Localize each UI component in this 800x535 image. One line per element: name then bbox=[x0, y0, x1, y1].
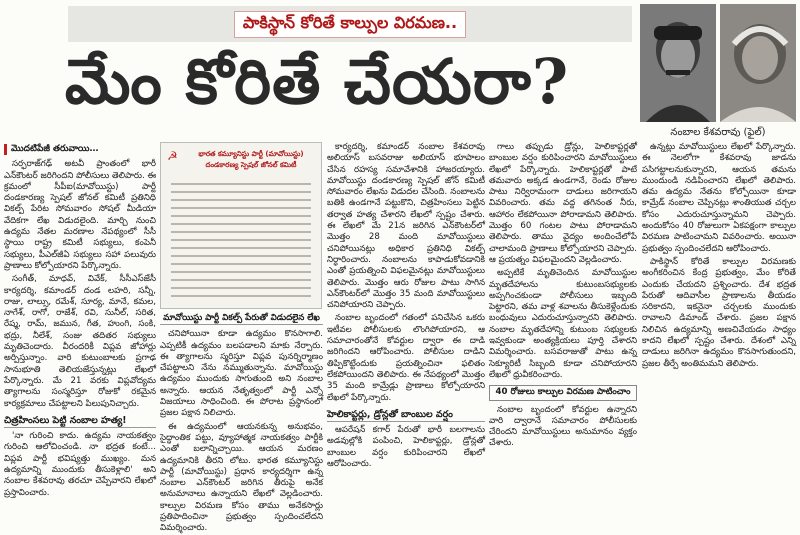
article-column-5 bbox=[642, 142, 796, 487]
paragraph: అప్పటికే మృతిచెందిన మావోయిస్టుల మృతదేహాలను కుటుంబసభ్యులకు అప్పగించకుండా పోలీసులు ఇబ్బంది పెట్టారని, తమ వాళ్ల శవాలను తీసుకెళ్లేందుకు బంధువులు ఎదురుచూస్తున్నారని తెలిపారు. నంబాల మృతదేహాన్ని కుటుంబ సభ్యులకు ఇవ్వకుండా అంత్యక్రియలు పూర్తి చేశారని విమర్శించారు. బసవరాజుతో పాటు ఉన్న సెక్యూరిటీ సిబ్బంది కూడా చనిపోయారని లేఖలో ధ్రువీకరించారు. bbox=[489, 268, 637, 380]
letter-caption: మావోయిస్టు పార్టీ వికల్ప్ పేరుతో విడుదలైన లేఖ bbox=[160, 313, 323, 325]
paragraph: ఉన్నట్లు మావోయిస్టులు లేఖలో పేర్కొన్నారు. ఈ నెలలోగా కేశవరావు జాడను పసిగట్టాలనుకున్నారని, ఆయన తమను ముందుండి నడిపించారని లేఖలో తెలిపారు. తమ ఉద్యమ నేతను కోల్పోయినా కూడా కామ్రేడ్ నంబాల చెప్పినట్లు శాంతియుత చర్చల కోసం ఎదురుచూస్తున్నామని చెప్పారు. అందుకోసం 40 రోజులుగా ఏకపక్షంగా కాల్పుల విరమణ పాటించామని వివరించారు. అయినా ప్రభుత్వం స్పందించలేదని ఆరోపించారు. bbox=[642, 142, 796, 254]
paragraph: చనిపోయినా కూడా ఉద్యమం కొనసాగాలి. ఎప్పటికీ ఉద్యమం బలపడాలని మాకు నేర్పారు. ఈ త్యాగాలను స్మరిస్తూ విప్లవ పునర్నిర్మాణం చేపట్టాలని నేను నమ్ముతున్నాను. మావోయిస్టు ఉద్యమం ముందుకు సాగుతుంది అని నంబాల అన్నారు. ఆయన నేతృత్వంలో పార్టీ ఎన్నో విజయాలు సాధించింది. ఈ పోరాట ప్రస్థానంలో ప్రజల పక్షాన నిలిచారు. bbox=[160, 329, 323, 419]
kicker-text: పాకిస్థాన్ కోరితే కాల్పుల విరమణ.. bbox=[234, 11, 466, 38]
article-column-1 bbox=[4, 142, 156, 498]
kicker-banner bbox=[68, 6, 632, 42]
paragraph: పాకిస్థాన్ కోరితే కాల్పుల విరమణకు అంగీకరించిన కేంద్ర ప్రభుత్వం, మేం కోరితే ఎందుకు చేయదని ప్రశ్నించారు. దేశ భద్రత పేరుతో ఆదివాసీల ప్రాణాలను తీయడం సరికాదని, ఇకనైనా చర్చలకు ముందుకు రావాలని డిమాండ్ చేశారు. ప్రజల పక్షాన నిలిచిన ఉద్యమాన్ని అణచివేయడం సాధ్యం కాదని లేఖలో స్పష్టం చేశారు. దేశంలో ఎన్ని దాడులు జరిగినా ఉద్యమం కొనసాగుతుందని, ప్రజల తీర్పే అంతిమమని తెలిపారు. bbox=[642, 256, 796, 369]
main-headline: మేం కోరితే చేయరా? bbox=[64, 45, 570, 118]
paragraph: నంబాల బృందంలో కోవర్టుల ఉన్నారని వారి ద్వారానే సమాచారం పోలీసులకు చేరిందని మావోయిస్టులు అనుమానం వ్యక్తం చేశారు. bbox=[489, 404, 637, 449]
hammer-sickle-icon: ☭ bbox=[167, 149, 178, 163]
paragraph: సంగీత్, మాధవ్, వివేక్, సీసీఎస్‌జేసీ కార్యదర్శి, కమాండర్ దండ లహరి, సన్నీ, రాజు, లాల్సు, రమేశ్, సూర్య, మానే, కమల, నాగేశ్, రాగో, రాజేశ్, రవి, సునీల్, సరిత, రేష్మ, రామ్, జమున, గీత, హుంగి, సంకి, భద్రు, నీలేశ్, సంజు తదితర సభ్యులు మృతిచెందారు. వీరందరికీ విప్లవ జోహార్లు అర్పిస్తున్నాం. వారి కుటుంబాలకు ప్రగాఢ సానుభూతి తెలియజేస్తున్నట్లు లేఖలో పేర్కొన్నారు. మే 21 వరకు విప్లవోద్యమ త్యాగాలను సంస్మరిస్తూ రోజుకో రకమైన కార్యక్రమాలు చేపట్టాలని పిలుపునిచ్చారు. bbox=[4, 274, 156, 409]
portrait-photo-deceased bbox=[720, 4, 796, 122]
letter-party-name: భారత కమ్యూనిస్టు పార్టీ (మావోయిస్టు) bbox=[198, 150, 304, 158]
paragraph: కార్యదర్శి, కమాండర్ నంబాల కేశవరావు అలియాస్ బసవరాజు అలియాస్ భూపాలం చేసిన రహస్య సమావేశానికి హాజరయ్యారు. మావోయిస్టు దండకారణ్య స్పెషల్ జోన్ కమిటీ సోమవారం లేఖను విడుదల చేసింది. నంబాలను బతికి ఉండగానే పట్టుకొని, చిత్రహింసలు పెట్టిన తర్వాత హత్య చేశారని లేఖలో స్పష్టం చేశారు. ఈ లేఖలో మే 21న జరిగిన ఎన్‌కౌంటర్‌లో మొత్తం 28 మంది మావోయిస్టులు చనిపోయినట్లు అధికార ప్రతినిధి వికల్ప్ నిర్ధారించారు. నంబాలను కాపాడుకోవడానికి ఎంతో ప్రయత్నించి విఫలమైనట్లు మావోయిస్టులు తెలిపారు. మొత్తం ఆరు రోజుల పాటు సాగిన ఎన్‌కౌంటర్‌లో మొత్తం 35 మంది మావోయిస్టులు చనిపోయారని చెప్పారు. bbox=[327, 142, 485, 311]
subheading: చిత్రహింసలు పెట్టి నంబాల హత్య! bbox=[4, 415, 156, 428]
article-column-4 bbox=[489, 142, 637, 487]
photo-caption: నంబాల కేశవరావు (ఫైల్) bbox=[670, 127, 766, 138]
subheading: హెలికాప్టర్లు, డ్రోన్లతో బాంబుల వర్షం bbox=[327, 409, 485, 422]
photo-strip bbox=[640, 4, 796, 130]
letter-subtitle: దండకారణ్య స్పెషల్ జోనల్ కమిటీ bbox=[205, 161, 297, 170]
letter-image bbox=[160, 142, 322, 309]
letter-text-lines bbox=[171, 183, 311, 303]
paragraph: సర్ఫరాజ్‌గఢ్ అటవీ ప్రాంతంలో భారీ ఎన్‌కౌంటర్ జరిగిందని పోలీసులు తెలిపారు. ఈ క్రమంలో సీపీఐ(మావోయిస్టు) పార్టీ దండకారణ్య స్పెషల్ జోనల్ కమిటీ ప్రతినిధి వికల్ప్ పేరిట సోమవారం సోషల్ మీడియా వేదికగా లేఖ విడుదలైంది. మార్చి నుంచి ఉద్యమ నేతల మరణాల నేపథ్యంలో సీసీ స్థాయి రాష్ట్ర కమిటీ సభ్యులు, కంపెనీ సభ్యులు, పీఎల్‌జీఏ సభ్యులు సహా పలువురు ప్రాణాలు కోల్పోయారని పేర్కొన్నారు. bbox=[4, 159, 156, 271]
continuation-label: మొదటిపేజీ తరువాయి… bbox=[4, 144, 156, 155]
boxed-subheading: 40 రోజులు కాల్పుల విరమణ పాటించాం bbox=[489, 385, 637, 400]
paragraph: ఈ ఉద్యమంలో ఆయనకున్న అనుభవం, సైద్ధాంతిక పట్టు, వ్యూహాత్మక నాయకత్వం పార్టీకి ఎంతో బలాన్నిచ్చాయి. ఆయన మరణం ఉద్యమానికి తీరని లోటు. భారత కమ్యూనిస్టు పార్టీ (మావోయిస్టు) ప్రధాన కార్యదర్శిగా ఉన్న నంబాల ఎన్‌కౌంటర్ జరిగిన తీరుపై అనేక అనుమానాలు ఉన్నాయని లేఖలో వెల్లడించారు. కాల్పుల విరమణ కోసం తాము అనేకసార్లు ప్రతిపాదించినా ప్రభుత్వం స్పందించలేదని విమర్శించారు. bbox=[160, 421, 323, 534]
paragraph: నంబాల బృందంలో గతంలో పనిచేసిన ఒకరు ఇటీవల పోలీసులకు లొంగిపోయారని, ఆ సమాచారంతోనే కోవర్టుల ద్వారా ఈ దాడి జరిగిందని ఆరోపించారు. పోలీసుల దాడిని తిప్పికొట్టేందుకు ప్రయత్నించినా ఫలితం లేకపోయిందని తెలిపారు. ఈ నేపథ్యంలో మొత్తం 35 మంది కామ్రేడ్లు ప్రాణాలు కోల్పోయారని లేఖలో పేర్కొన్నారు. bbox=[327, 313, 485, 403]
article-column-2 bbox=[160, 142, 323, 534]
portrait-photo-young bbox=[640, 4, 716, 122]
paragraph: ఆపరేషన్ కగార్ పేరుతో భారీ బలగాలను అడవుల్లోకి పంపించి, హెలికాప్టర్లు, డ్రోన్లతో బాంబుల వర్షం కురిపించారని లేఖలో ఆరోపించారు. bbox=[327, 425, 485, 470]
article-column-3 bbox=[327, 142, 485, 487]
paragraph: 'నా గురించి కాదు. ఉద్యమ నాయకత్వం గురించి ఆలోచించండి. నా భద్రత కంటే... విప్లవ పార్టీ భవిష్యత్తు ముఖ్యం. మన ఉద్యమాన్ని ముందుకు తీసుకెళ్లాలి' అని నంబాల కేశవరావు తరచూ చెప్పేవారని లేఖలో ప్రస్తావించారు. bbox=[4, 431, 156, 498]
paragraph: గాలు తప్పుడు డ్రోన్లు, హెలికాప్టర్లతో బాంబుల వర్షం కురిపించారని మావోయిస్టులు లేఖలో పేర్కొన్నారు. హెలికాప్టర్లతో పాటే తమవారు అక్కడ ఉండగానే, రెండు రోజుల పాటు నిర్విరామంగా దాడులు జరిగాయని వివరించారు. తమ వద్ద తగినంత నీరు, ఆహారం లేకపోయినా పోరాడామని తెలిపారు. మొత్తం 60 గంటల పాటు పోరాడామని తెలిపారు. తాము వైద్యం అందించేలోపే చాలామంది ప్రాణాలు కోల్పోయారని చెప్పారు. ఆ ప్రయత్నం విఫలమైందని వెల్లడించారు. bbox=[489, 142, 637, 265]
